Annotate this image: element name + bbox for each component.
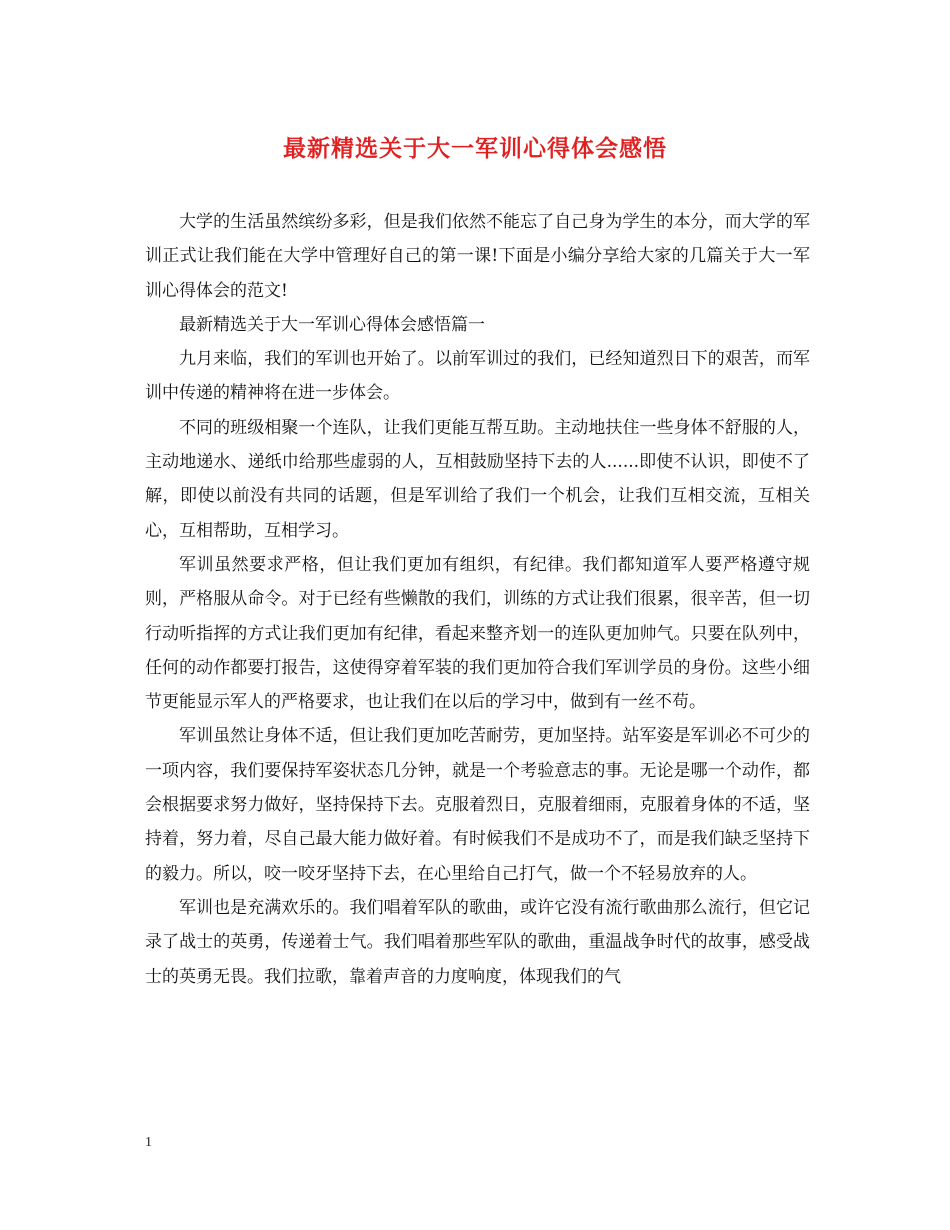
section-heading: 最新精选关于大一军训心得体会感悟篇一 (179, 314, 485, 335)
body-paragraph: 不同的班级相聚一个连队，让我们更能互帮互助。主动地扶住一些身体不舒服的人，主动地递水、递纸巾给那些虚弱的人，互相鼓励坚持下去的人......即使不认识，即使不了解，即使以前没有共同的话题，但是军训给了我们一个机会，让我们互相交流，互相关心，互相帮助，互相学习。 (145, 417, 810, 541)
document-title: 最新精选关于大一军训心得体会感悟 (283, 135, 667, 162)
page-number: 1 (145, 1135, 152, 1150)
body-paragraph: 军训虽然要求严格，但让我们更加有组织，有纪律。我们都知道军人要严格遵守规则，严格服从命令。对于已经有些懒散的我们，训练的方式让我们很累，很辛苦，但一切行动听指挥的方式让我们更加有纪律，看起来整齐划一的连队更加帅气。只要在队列中，任何的动作都要打报告，这使得穿着军装的我们更加符合我们军训学员的身份。这些小细节更能显示军人的严格要求，也让我们在以后的学习中，做到有一丝不苟。 (145, 554, 810, 713)
body-paragraph: 九月来临，我们的军训也开始了。以前军训过的我们，已经知道烈日下的艰苦，而军训中传递的精神将在进一步体会。 (145, 349, 810, 404)
intro-paragraph: 大学的生活虽然缤纷多彩，但是我们依然不能忘了自己身为学生的本分，而大学的军训正式让我们能在大学中管理好自己的第一课!下面是小编分享给大家的几篇关于大一军训心得体会的范文! (145, 212, 810, 301)
body-paragraph: 军训虽然让身体不适，但让我们更加吃苦耐劳，更加坚持。站军姿是军训必不可少的一项内容，我们要保持军姿状态几分钟，就是一个考验意志的事。无论是哪一个动作，都会根据要求努力做好，坚持保持下去。克服着烈日，克服着细雨，克服着身体的不适，坚持着，努力着，尽自己最大能力做好着。有时候我们不是成功不了，而是我们缺乏坚持下的毅力。所以，咬一咬牙坚持下去，在心里给自己打气，做一个不轻易放弃的人。 (145, 726, 810, 884)
body-paragraph: 军训也是充满欢乐的。我们唱着军队的歌曲，或许它没有流行歌曲那么流行，但它记录了战士的英勇，传递着士气。我们唱着那些军队的歌曲，重温战争时代的故事，感受战士的英勇无畏。我们拉歌，靠着声音的力度响度，体现我们的气 (145, 897, 810, 987)
document-body (145, 205, 810, 994)
